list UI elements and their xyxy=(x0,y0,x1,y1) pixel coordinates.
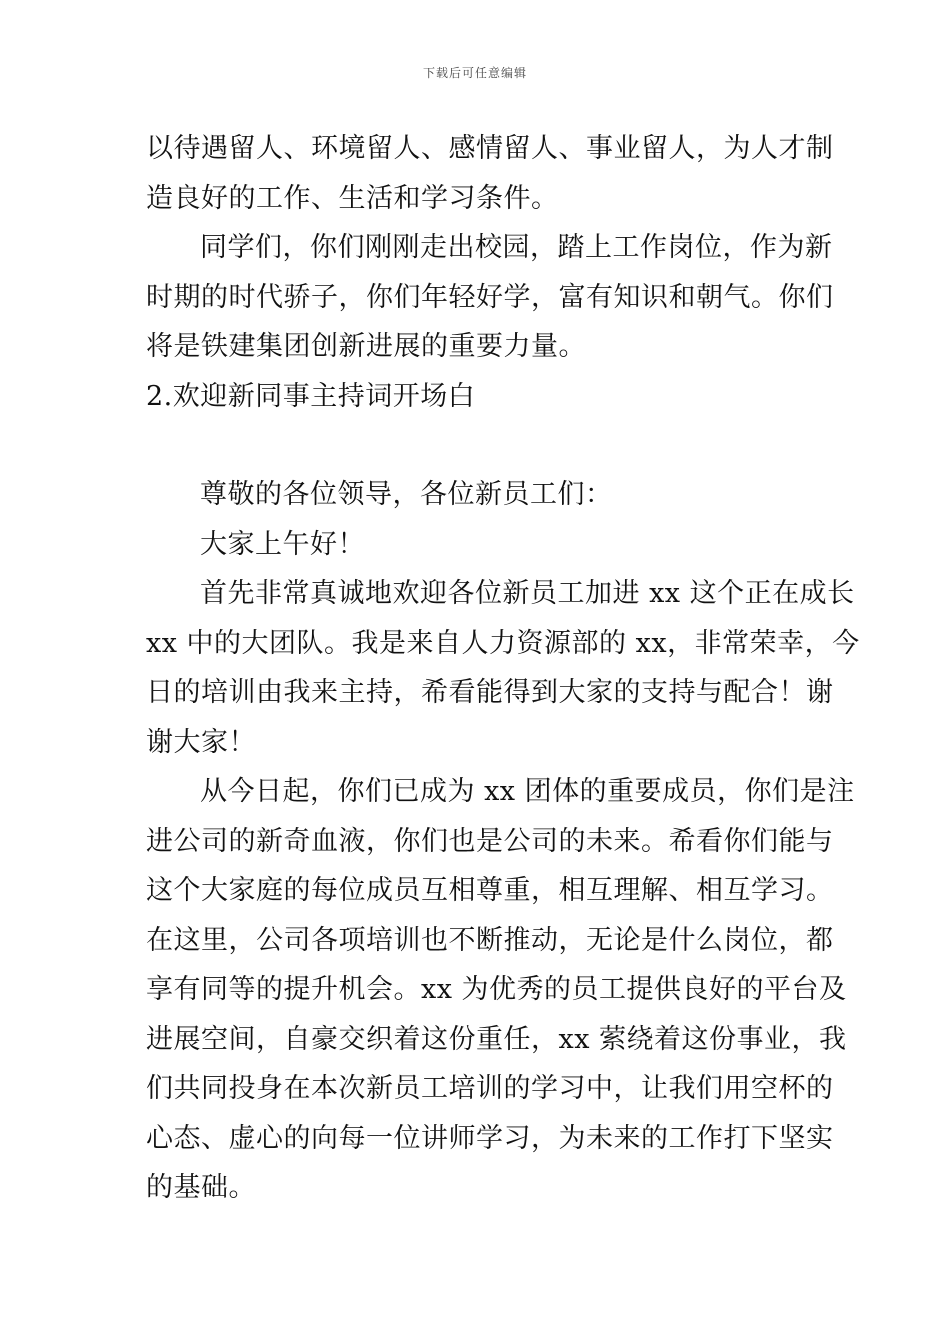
text-line: 谢大家！ xyxy=(146,726,256,758)
section-heading: 2.欢迎新同事主持词开场白 xyxy=(146,380,476,412)
text-line: 们共同投身在本次新员工培训的学习中，让我们用空杯的 xyxy=(146,1073,834,1104)
text-line: 以待遇留人、环境留人、感情留人、事业留人，为人才制 xyxy=(146,133,834,164)
page-header: 下载后可任意编辑 xyxy=(422,66,527,80)
blank-line xyxy=(146,421,806,470)
text-line: 心态、虚心的向每一位讲师学习，为未来的工作打下坚实 xyxy=(146,1122,834,1154)
text-line: 将是铁建集团创新进展的重要力量。 xyxy=(146,331,586,362)
text-line: 这个大家庭的每位成员互相尊重，相互理解、相互学习。 xyxy=(146,875,834,906)
text-line: 时期的时代骄子，你们年轻好学，富有知识和朝气。你们 xyxy=(146,281,834,313)
paragraph-start: 从今日起，你们已成为 xx 团体的重要成员，你们是注 xyxy=(200,776,855,807)
text-line: 的基础。 xyxy=(146,1172,256,1203)
text-line: xx 中的大团队。我是来自人力资源部的 xx，非常荣幸，今 xyxy=(146,627,860,659)
greeting: 大家上午好！ xyxy=(200,528,365,560)
text-line: 在这里，公司各项培训也不断推动，无论是什么岗位，都 xyxy=(146,924,834,956)
paragraph-start: 首先非常真诚地欢迎各位新员工加进 xx 这个正在成长 xyxy=(200,578,855,609)
text-line: 进公司的新奇血液，你们也是公司的未来。希看你们能与 xyxy=(146,825,834,857)
text-line: 日的培训由我来主持，希看能得到大家的支持与配合！谢 xyxy=(146,677,834,708)
document-body xyxy=(146,124,860,1213)
text-line: 造良好的工作、生活和学习条件。 xyxy=(146,182,559,214)
paragraph-start: 同学们，你们刚刚走出校园，踏上工作岗位，作为新 xyxy=(200,232,833,263)
text-line: 享有同等的提升机会。xx 为优秀的员工提供良好的平台及 xyxy=(146,974,847,1005)
salutation: 尊敬的各位领导，各位新员工们： xyxy=(200,479,613,510)
text-line: 进展空间，自豪交织着这份重任，xx 萦绕着这份事业，我 xyxy=(146,1023,847,1055)
